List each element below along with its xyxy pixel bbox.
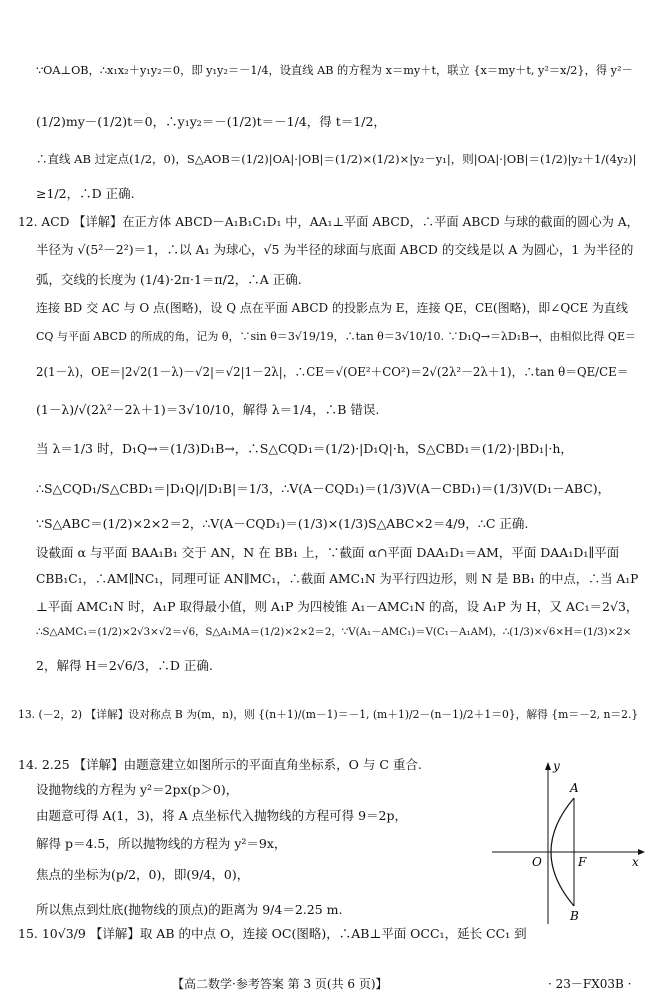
text-line-4: ≥1/2，∴D 正确. bbox=[36, 186, 135, 201]
text-line-9: CQ 与平面 ABCD 的所成的角，记为 θ，∵sin θ＝3√19/19，∴tan θ＝3√10/10. ∵D₁Q→＝λD₁B→，由相似比得 QE＝ bbox=[36, 330, 636, 343]
text-line-17: ⊥平面 AMC₁N 时，A₁P 取得最小值，则 A₁P 为四棱锥 A₁－AMC₁N 的高，设 A₁P 为 H，又 AC₁＝2√3， bbox=[36, 599, 639, 614]
text-line-10: 2(1－λ)，OE＝|2√2(1－λ)－√2|＝√2|1－2λ|，∴CE＝√(OE²＋CO²)＝2√(2λ²－2λ＋1)，∴tan θ＝QE/CE＝ bbox=[36, 365, 629, 379]
text-line-22: 设抛物线的方程为 y²＝2px(p＞0)， bbox=[36, 782, 239, 797]
parabola-figure bbox=[488, 758, 648, 928]
text-line-7: 弧，交线的长度为 (1/4)·2π·1＝π/2，∴A 正确. bbox=[36, 272, 302, 287]
origin-label: O bbox=[532, 855, 542, 869]
text-line-19: 2，解得 H＝2√6/3，∴D 正确. bbox=[36, 658, 213, 673]
focus-label: F bbox=[578, 855, 587, 869]
text-line-26: 所以焦点到灶底(抛物线的顶点)的距离为 9/4＝2.25 m. bbox=[36, 902, 343, 917]
page-footer: 【高二数学·参考答案 第 3 页(共 6 页)】 bbox=[172, 977, 388, 991]
text-line-6: 半径为 √(5²－2²)＝1，∴以 A₁ 为球心，√5 为半径的球面与底面 ABCD 的交线是以 A 为圆心，1 为半径的 bbox=[36, 242, 634, 257]
text-line-12: 当 λ＝1/3 时，D₁Q→＝(1/3)D₁B→，∴S△CQD₁＝(1/2)·|D₁Q|·h，S△CBD₁＝(1/2)·|BD₁|·h， bbox=[36, 441, 573, 456]
text-line-13: ∴S△CQD₁/S△CBD₁＝|D₁Q|/|D₁B|＝1/3，∴V(A－CQD₁)＝(1/3)V(A－CBD₁)＝(1/3)V(D₁－ABC)， bbox=[36, 481, 611, 496]
text-line-1: ∵OA⊥OB，∴x₁x₂＋y₁y₂＝0，即 y₁y₂＝－1/4，设直线 AB 的方程为 x＝my＋t，联立 {x＝my＋t, y²＝x/2}，得 y²－ bbox=[36, 64, 633, 77]
text-line-16: CBB₁C₁，∴AM∥NC₁，同理可证 AN∥MC₁，∴截面 AMC₁N 为平行四边形，则 N 是 BB₁ 的中点，∴当 A₁P bbox=[36, 572, 639, 586]
text-line-23: 由题意可得 A(1，3)，将 A 点坐标代入抛物线的方程可得 9＝2p， bbox=[36, 808, 408, 823]
x-axis-label: x bbox=[632, 855, 639, 869]
text-line-24: 解得 p＝4.5，所以抛物线的方程为 y²＝9x， bbox=[36, 836, 287, 851]
text-line-8: 连接 BD 交 AC 与 O 点(图略)，设 Q 点在平面 ABCD 的投影点为 E，连接 QE，CE(图略)，即∠QCE 为直线 bbox=[36, 301, 628, 315]
item-12-heading: 12. ACD 【详解】在正方体 ABCD－A₁B₁C₁D₁ 中，AA₁⊥平面 ABCD，∴平面 ABCD 与球的截面的圆心为 A， bbox=[18, 215, 639, 229]
text-line-25: 焦点的坐标为(p/2，0)，即(9/4，0)， bbox=[36, 867, 250, 882]
y-axis-arrow bbox=[545, 762, 551, 770]
text-line-2: (1/2)my－(1/2)t＝0，∴y₁y₂＝－(1/2)t＝－1/4，得 t＝1/2， bbox=[36, 114, 386, 129]
item-13-heading: 13. (－2，2) 【详解】设对称点 B 为(m，n)，则 {(n＋1)/(m－1)＝－1, (m＋1)/2－(n－1)/2＋1＝0}，解得 {m＝－2, n＝2.} bbox=[18, 708, 639, 721]
y-axis-label: y bbox=[553, 759, 560, 773]
point-b-label: B bbox=[570, 909, 579, 923]
item-15-heading: 15. 10√3/9 【详解】取 AB 的中点 O，连接 OC(图略)，∴AB⊥平面 OCC₁，延长 CC₁ 到 bbox=[18, 926, 527, 941]
text-line-15: 设截面 α 与平面 BAA₁B₁ 交于 AN，N 在 BB₁ 上，∵截面 α∩平面 DAA₁D₁＝AM，平面 DAA₁D₁∥平面 bbox=[36, 545, 620, 560]
text-line-18: ∴S△AMC₁＝(1/2)×2√3×√2＝√6，S△A₁MA＝(1/2)×2×2＝2，∵V(A₁－AMC₁)＝V(C₁－A₁AM)，∴(1/3)×√6×H＝(1/3)×2× bbox=[36, 626, 632, 638]
x-axis-arrow bbox=[638, 849, 645, 855]
point-a-label: A bbox=[570, 781, 579, 795]
item-14-heading: 14. 2.25 【详解】由题意建立如图所示的平面直角坐标系，O 与 C 重合. bbox=[18, 757, 422, 772]
text-line-11: (1－λ)/√(2λ²－2λ＋1)＝3√10/10，解得 λ＝1/4，∴B 错误. bbox=[36, 402, 380, 417]
text-line-3: ∴直线 AB 过定点(1/2，0)，S△AOB＝(1/2)|OA|·|OB|＝(1/2)×(1/2)×|y₂－y₁|，则|OA|·|OB|＝(1/2)|y₂＋1/(4y₂)| bbox=[36, 152, 637, 166]
text-line-14: ∵S△ABC＝(1/2)×2×2＝2，∴V(A－CQD₁)＝(1/3)×(1/3)S△ABC×2＝4/9，∴C 正确. bbox=[36, 516, 529, 531]
document-code: · 23－FX03B · bbox=[548, 977, 632, 991]
